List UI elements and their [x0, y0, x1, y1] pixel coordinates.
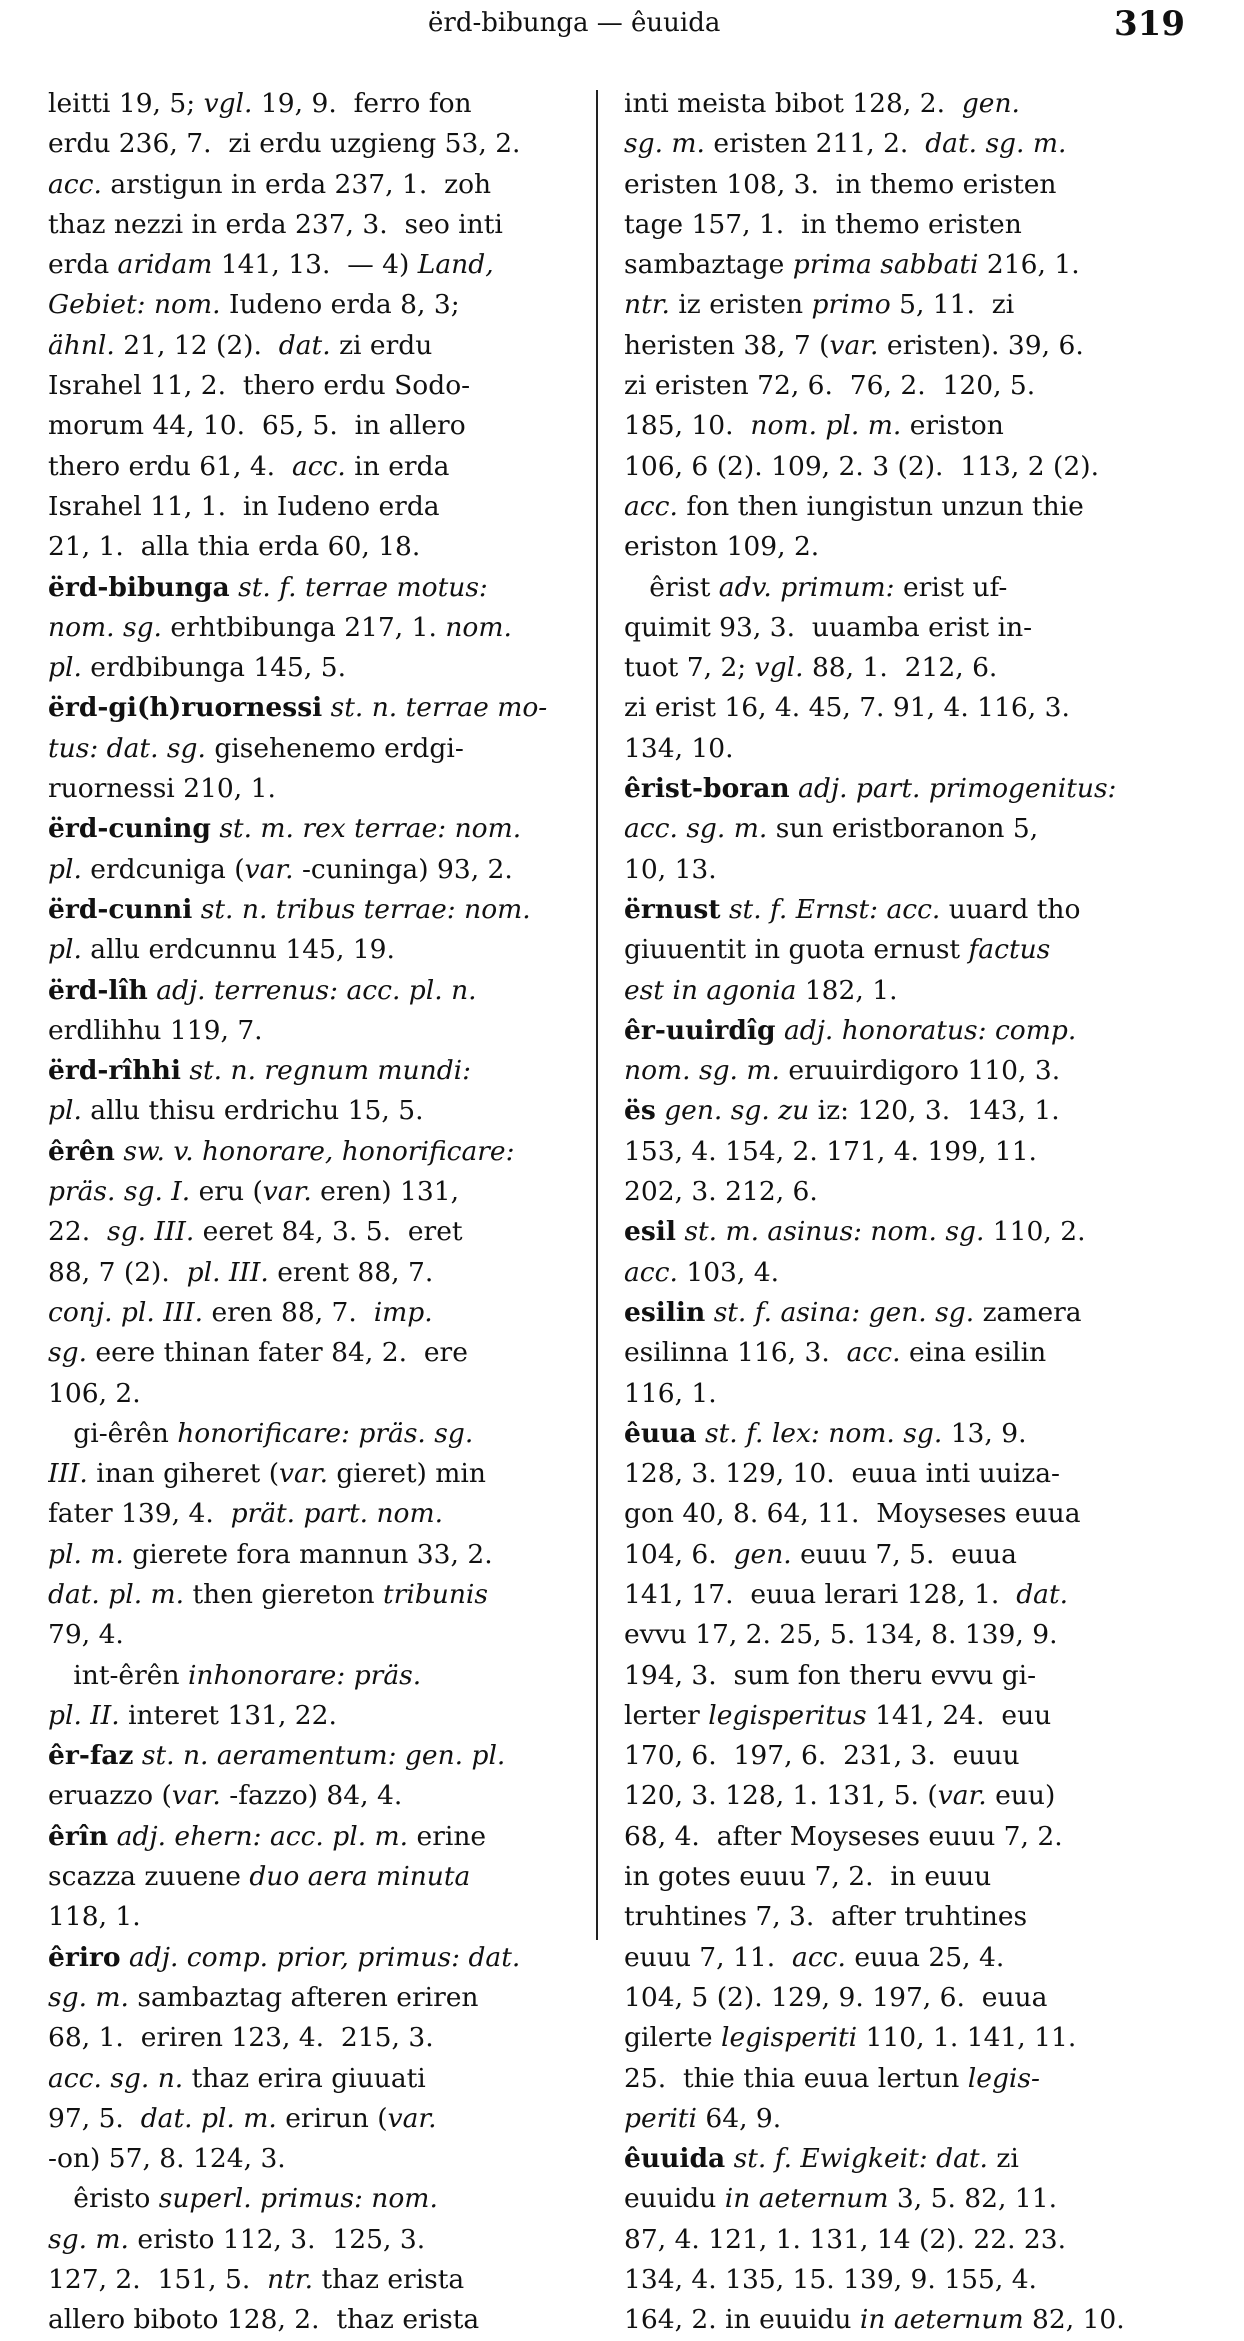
entry-line: evvu 17, 2. 25, 5. 134, 8. 139, 9.	[624, 1619, 1058, 1651]
entry-line: in gotes euuu 7, 2. in euuu	[624, 1861, 992, 1893]
entry-line: esil st. m. asinus: nom. sg. 110, 2.	[624, 1216, 1086, 1248]
page-number: 319	[1114, 4, 1185, 44]
entry-line: pl. II. interet 131, 22.	[48, 1699, 337, 1731]
entry-line: acc. sg. n. thaz erira giuuati	[48, 2062, 426, 2094]
entry-line: heristen 38, 7 (var. eristen). 39, 6.	[624, 329, 1084, 361]
entry-line: eriston 109, 2.	[624, 531, 820, 563]
entry-line: 118, 1.	[48, 1901, 141, 1933]
entry-line: ërd-bibunga st. f. terrae motus:	[48, 571, 488, 603]
entry-line: Gebiet: nom. Iudeno erda 8, 3;	[48, 289, 460, 321]
entry-line: pl. erdcuniga (var. -cuninga) 93, 2.	[48, 853, 513, 885]
entry-line: ërd-cuning st. m. rex terrae: nom.	[48, 813, 522, 845]
entry-line: 202, 3. 212, 6.	[624, 1176, 818, 1208]
entry-line: -on) 57, 8. 124, 3.	[48, 2143, 286, 2175]
entry-line: 164, 2. in euuidu in aeternum 82, 10.	[624, 2304, 1125, 2336]
entry-line: periti 64, 9.	[624, 2102, 782, 2134]
entry-line: ntr. iz eristen primo 5, 11. zi	[624, 289, 1015, 321]
entry-line: pl. erdbibunga 145, 5.	[48, 652, 347, 684]
entry-line: leitti 19, 5; vgl. 19, 9. ferro fon	[48, 88, 472, 119]
entry-line: ës gen. sg. zu iz: 120, 3. 143, 1.	[624, 1095, 1060, 1127]
right-column	[624, 84, 1180, 2341]
entry-line: pl. m. gierete fora mannun 33, 2.	[48, 1538, 493, 1570]
entry-line: gon 40, 8. 64, 11. Moyseses euua	[624, 1498, 1081, 1530]
entry-line: 141, 17. euua lerari 128, 1. dat.	[624, 1578, 1069, 1610]
entry-line: 79, 4.	[48, 1619, 124, 1651]
entry-line: erda aridam 141, 13. — 4) Land,	[48, 249, 494, 281]
entry-line: esilin st. f. asina: gen. sg. zamera	[624, 1296, 1082, 1328]
entry-line: thero erdu 61, 4. acc. in erda	[48, 450, 450, 482]
entry-line: 10, 13.	[624, 853, 717, 885]
entry-line: acc. sg. m. sun eristboranon 5,	[624, 813, 1039, 845]
entry-line: sg. eere thinan fater 84, 2. ere	[48, 1337, 468, 1369]
entry-line: thaz nezzi in erda 237, 3. seo inti	[48, 208, 503, 240]
entry-line: esilinna 116, 3. acc. eina esilin	[624, 1337, 1047, 1369]
entry-line: erdu 236, 7. zi erdu uzgieng 53, 2.	[48, 128, 521, 160]
entry-line: 116, 1.	[624, 1377, 717, 1409]
entry-line: sambaztage prima sabbati 216, 1.	[624, 249, 1080, 281]
entry-line: 128, 3. 129, 10. euua inti uuiza-	[624, 1458, 1061, 1490]
entry-line: ërd-gi(h)ruornessi st. n. terrae mo-	[48, 692, 548, 724]
entry-line: êrîn adj. ehern: acc. pl. m. erine	[48, 1820, 487, 1852]
entry-line: erdlihhu 119, 7.	[48, 1014, 263, 1046]
entry-line: nom. sg. m. eruuirdigoro 110, 3.	[624, 1055, 1061, 1087]
entry-line: 104, 6. gen. euuu 7, 5. euua	[624, 1538, 1017, 1570]
entry-line: 127, 2. 151, 5. ntr. thaz erista	[48, 2264, 465, 2296]
entry-line: allero biboto 128, 2. thaz erista	[48, 2304, 480, 2336]
entry-line: gi-êrên honorificare: präs. sg.	[48, 1417, 474, 1449]
entry-line: euuu 7, 11. acc. euua 25, 4.	[624, 1941, 1005, 1973]
entry-line: conj. pl. III. eren 88, 7. imp.	[48, 1296, 433, 1328]
entry-line: 25. thie thia euua lertun legis-	[624, 2062, 1040, 2094]
entry-line: est in agonia 182, 1.	[624, 974, 898, 1006]
entry-line: pl. allu erdcunnu 145, 19.	[48, 934, 395, 966]
entry-line: êrist adv. primum: erist uf-	[624, 571, 1008, 603]
entry-line: int-êrên inhonorare: präs.	[48, 1659, 422, 1691]
entry-line: eristen 108, 3. in themo eristen	[624, 168, 1057, 200]
entry-line: acc. arstigun in erda 237, 1. zoh	[48, 168, 492, 200]
page-header	[0, 2, 1244, 46]
entry-line: acc. 103, 4.	[624, 1256, 780, 1288]
entry-line: tuot 7, 2; vgl. 88, 1. 212, 6.	[624, 652, 998, 684]
entry-line: 106, 2.	[48, 1377, 141, 1409]
entry-line: quimit 93, 3. uuamba erist in-	[624, 611, 1033, 643]
entry-line: dat. pl. m. then giereton tribunis	[48, 1578, 488, 1610]
entry-line: 68, 1. eriren 123, 4. 215, 3.	[48, 2022, 434, 2054]
entry-line: êuuida st. f. Ewigkeit: dat. zi	[624, 2143, 1019, 2175]
entry-line: sg. m. eristen 211, 2. dat. sg. m.	[624, 128, 1067, 160]
entry-line: 185, 10. nom. pl. m. eriston	[624, 410, 1004, 442]
entry-line: ruornessi 210, 1.	[48, 773, 276, 805]
entry-line: ërd-rîhhi st. n. regnum mundi:	[48, 1055, 472, 1087]
entry-line: lerter legisperitus 141, 24. euu	[624, 1699, 1052, 1731]
entry-line: fater 139, 4. prät. part. nom.	[48, 1498, 444, 1530]
entry-line: zi erist 16, 4. 45, 7. 91, 4. 116, 3.	[624, 692, 1070, 724]
entry-line: 120, 3. 128, 1. 131, 5. (var. euu)	[624, 1780, 1056, 1812]
entry-line: 194, 3. sum fon theru evvu gi-	[624, 1659, 1037, 1691]
entry-line: 87, 4. 121, 1. 131, 14 (2). 22. 23.	[624, 2223, 1067, 2255]
entry-line: êr-faz st. n. aeramentum: gen. pl.	[48, 1740, 506, 1772]
left-column	[48, 84, 576, 2341]
entry-line: êuua st. f. lex: nom. sg. 13, 9.	[624, 1417, 1027, 1449]
entry-line: nom. sg. erhtbibunga 217, 1. nom.	[48, 611, 512, 643]
entry-line: 106, 6 (2). 109, 2. 3 (2). 113, 2 (2).	[624, 450, 1099, 482]
entry-line: 104, 5 (2). 129, 9. 197, 6. euua	[624, 1981, 1048, 2013]
entry-line: êristo superl. primus: nom.	[48, 2183, 438, 2215]
entry-line: präs. sg. I. eru (var. eren) 131,	[48, 1176, 460, 1208]
entry-line: III. inan giheret (var. gieret) min	[48, 1458, 486, 1490]
entry-line: tage 157, 1. in themo eristen	[624, 208, 1022, 240]
entry-line: zi eristen 72, 6. 76, 2. 120, 5.	[624, 370, 1036, 402]
entry-line: giuuentit in guota ernust factus	[624, 934, 1051, 966]
entry-line: êrên sw. v. honorare, honorificare:	[48, 1135, 515, 1167]
entry-line: êrist-boran adj. part. primogenitus:	[624, 773, 1117, 805]
running-head: ërd-bibunga — êuuida	[428, 8, 721, 38]
entry-line: 22. sg. III. eeret 84, 3. 5. eret	[48, 1216, 463, 1248]
entry-line: 134, 10.	[624, 732, 734, 764]
entry-line: êriro adj. comp. prior, primus: dat.	[48, 1941, 521, 1973]
entry-line: scazza zuuene duo aera minuta	[48, 1861, 471, 1893]
entry-line: ërd-cunni st. n. tribus terrae: nom.	[48, 893, 531, 925]
entry-line: acc. fon then iungistun unzun thie	[624, 490, 1084, 522]
entry-line: 134, 4. 135, 15. 139, 9. 155, 4.	[624, 2264, 1037, 2296]
entry-line: sg. m. eristo 112, 3. 125, 3.	[48, 2223, 426, 2255]
entry-line: Israhel 11, 2. thero erdu Sodo-	[48, 370, 471, 402]
entry-line: tus: dat. sg. gisehenemo erdgi-	[48, 732, 464, 764]
entry-line: pl. allu thisu erdrichu 15, 5.	[48, 1095, 424, 1127]
entry-line: morum 44, 10. 65, 5. in allero	[48, 410, 466, 442]
entry-line: 88, 7 (2). pl. III. erent 88, 7.	[48, 1256, 434, 1288]
entry-line: êr-uuirdîg adj. honoratus: comp.	[624, 1014, 1077, 1046]
column-divider	[596, 90, 598, 1940]
entry-line: 170, 6. 197, 6. 231, 3. euuu	[624, 1740, 1020, 1772]
entry-line: euuidu in aeternum 3, 5. 82, 11.	[624, 2183, 1058, 2215]
entry-line: Israhel 11, 1. in Iudeno erda	[48, 490, 440, 522]
entry-line: 68, 4. after Moyseses euuu 7, 2.	[624, 1820, 1063, 1852]
entry-line: sg. m. sambaztag afteren eriren	[48, 1981, 479, 2013]
entry-line: 21, 1. alla thia erda 60, 18.	[48, 531, 421, 563]
entry-line: ërd-lîh adj. terrenus: acc. pl. n.	[48, 974, 477, 1006]
entry-line: ähnl. 21, 12 (2). dat. zi erdu	[48, 329, 433, 361]
entry-line: truhtines 7, 3. after truhtines	[624, 1901, 1028, 1933]
entry-line: ërnust st. f. Ernst: acc. uuard tho	[624, 893, 1081, 925]
entry-line: gilerte legisperiti 110, 1. 141, 11.	[624, 2022, 1077, 2054]
entry-line: 97, 5. dat. pl. m. erirun (var.	[48, 2102, 437, 2134]
entry-line: inti meista bibot 128, 2. gen.	[624, 88, 1020, 119]
entry-line: eruazzo (var. -fazzo) 84, 4.	[48, 1780, 403, 1812]
entry-line: 153, 4. 154, 2. 171, 4. 199, 11.	[624, 1135, 1037, 1167]
